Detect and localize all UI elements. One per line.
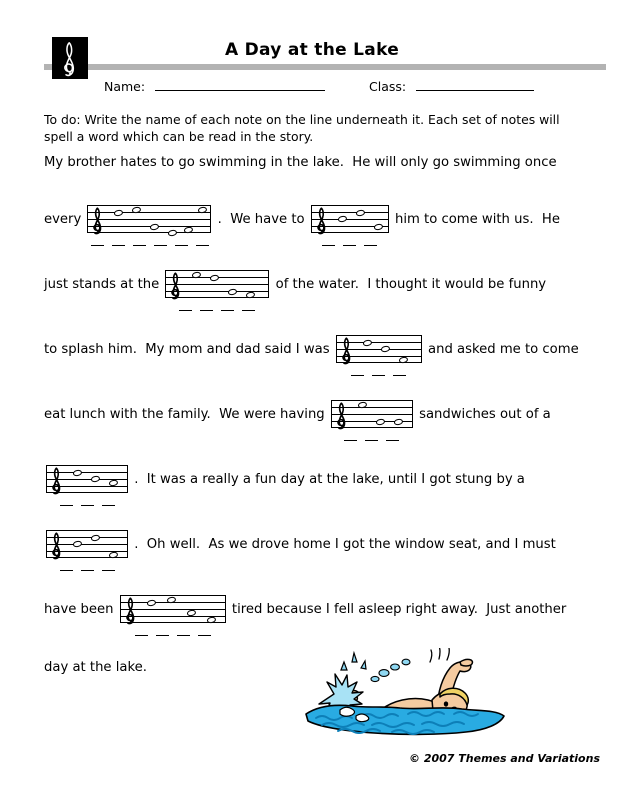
staff-lines [311,205,389,233]
whole-note [150,223,160,231]
note-name-blank[interactable] [81,504,94,506]
story-text: and asked me to come [423,341,579,357]
staff-lines [46,530,128,558]
note-name-blank[interactable] [372,374,385,376]
name-input[interactable] [155,78,325,91]
story-text: tired because I fell asleep right away. Just another [227,601,567,617]
swimmer-illustration [300,648,510,736]
note-name-blank[interactable] [60,569,73,571]
copyright-notice: © 2007 Themes and Variations [409,752,600,765]
whole-note [210,274,220,282]
instructions-text: To do: Write the name of each note on the line underneath it. Each set of notes will spell a word which can be read in the story. [44,112,560,144]
note-name-blank[interactable] [179,309,192,311]
whole-note [146,599,156,607]
story-text: My brother hates to go swimming in the lake. He will only go swimming once [44,155,557,170]
staff-lines [87,205,211,233]
story-line [44,400,600,465]
whole-note [108,551,118,559]
note-name-blank[interactable] [343,244,356,246]
note-name-blank[interactable] [102,504,115,506]
staff-lines [165,270,269,298]
note-name-blank[interactable] [91,244,104,246]
music-staff [336,335,422,363]
whole-note [72,541,82,549]
music-staff [311,205,389,233]
story-body [44,155,600,700]
note-name-blank[interactable] [112,244,125,246]
staff-lines [46,465,128,493]
whole-note [90,476,100,484]
story-text: him to come with us. He [390,211,560,227]
story-text: day at the lake. [44,660,147,675]
staff-line [88,212,210,213]
story-text: of the water. I thought it would be funny [271,276,547,292]
story-text: have been [44,601,118,617]
whole-note [375,418,385,426]
story-line [44,465,600,530]
music-staff [165,270,269,298]
music-staff [46,465,128,493]
whole-note [398,356,408,364]
whole-note [337,216,347,224]
whole-note [355,209,365,217]
story-text: eat lunch with the family. We were having [44,406,329,422]
staff-lines [120,595,226,623]
whole-note [72,469,82,477]
whole-note [246,291,256,299]
note-name-blank[interactable] [344,439,357,441]
whole-note [114,209,124,217]
story-text: to splash him. My mom and dad said I was [44,341,334,357]
note-name-blank[interactable] [133,244,146,246]
note-name-blank[interactable] [221,309,234,311]
page-title: A Day at the Lake [224,40,400,60]
music-staff [120,595,226,623]
whole-note [380,346,390,354]
answer-blanks [120,625,226,639]
class-input[interactable] [416,78,534,91]
note-name-blank[interactable] [60,504,73,506]
whole-note [206,616,216,624]
answer-blanks [165,300,269,314]
story-text: . It was a really a fun day at the lake, until I got stung by a [130,471,525,487]
note-name-blank[interactable] [196,244,209,246]
story-line [44,530,600,595]
note-name-blank[interactable] [351,374,364,376]
note-name-blank[interactable] [177,634,190,636]
music-staff [87,205,211,233]
story-line [44,335,600,400]
note-name-blank[interactable] [135,634,148,636]
note-name-blank[interactable] [322,244,335,246]
whole-note [373,223,383,231]
answer-blanks [87,235,211,249]
answer-blanks [311,235,389,249]
story-text: . We have to [213,211,309,227]
note-name-blank[interactable] [365,439,378,441]
note-name-blank[interactable] [154,244,167,246]
story-line [44,205,600,270]
story-text: sandwiches out of a [414,406,551,422]
note-name-blank[interactable] [242,309,255,311]
worksheet-header [0,0,624,100]
music-staff [331,400,413,428]
note-name-blank[interactable] [386,439,399,441]
note-name-blank[interactable] [198,634,211,636]
story-text: just stands at the [44,276,164,292]
music-staff [46,530,128,558]
answer-blanks [46,495,128,509]
staff-lines [336,335,422,363]
story-text: . Oh well. As we drove home I got the window seat, and I must [130,536,556,552]
whole-note [90,534,100,542]
whole-note [362,339,372,347]
note-name-blank[interactable] [364,244,377,246]
whole-note [184,226,194,234]
header-divider-bar [44,64,606,70]
note-name-blank[interactable] [156,634,169,636]
whole-note [228,288,238,296]
staff-lines [331,400,413,428]
name-label: Name: [104,79,146,94]
story-text: every [44,211,86,227]
note-name-blank[interactable] [81,569,94,571]
answer-blanks [336,365,422,379]
story-line [44,270,600,335]
name-class-row [104,78,564,98]
note-name-blank[interactable] [175,244,188,246]
answer-blanks [331,430,413,444]
note-name-blank[interactable] [393,374,406,376]
note-name-blank[interactable] [200,309,213,311]
staff-line [88,219,210,220]
answer-blanks [46,560,128,574]
note-name-blank[interactable] [102,569,115,571]
class-label: Class: [369,79,407,94]
whole-note [393,418,403,426]
